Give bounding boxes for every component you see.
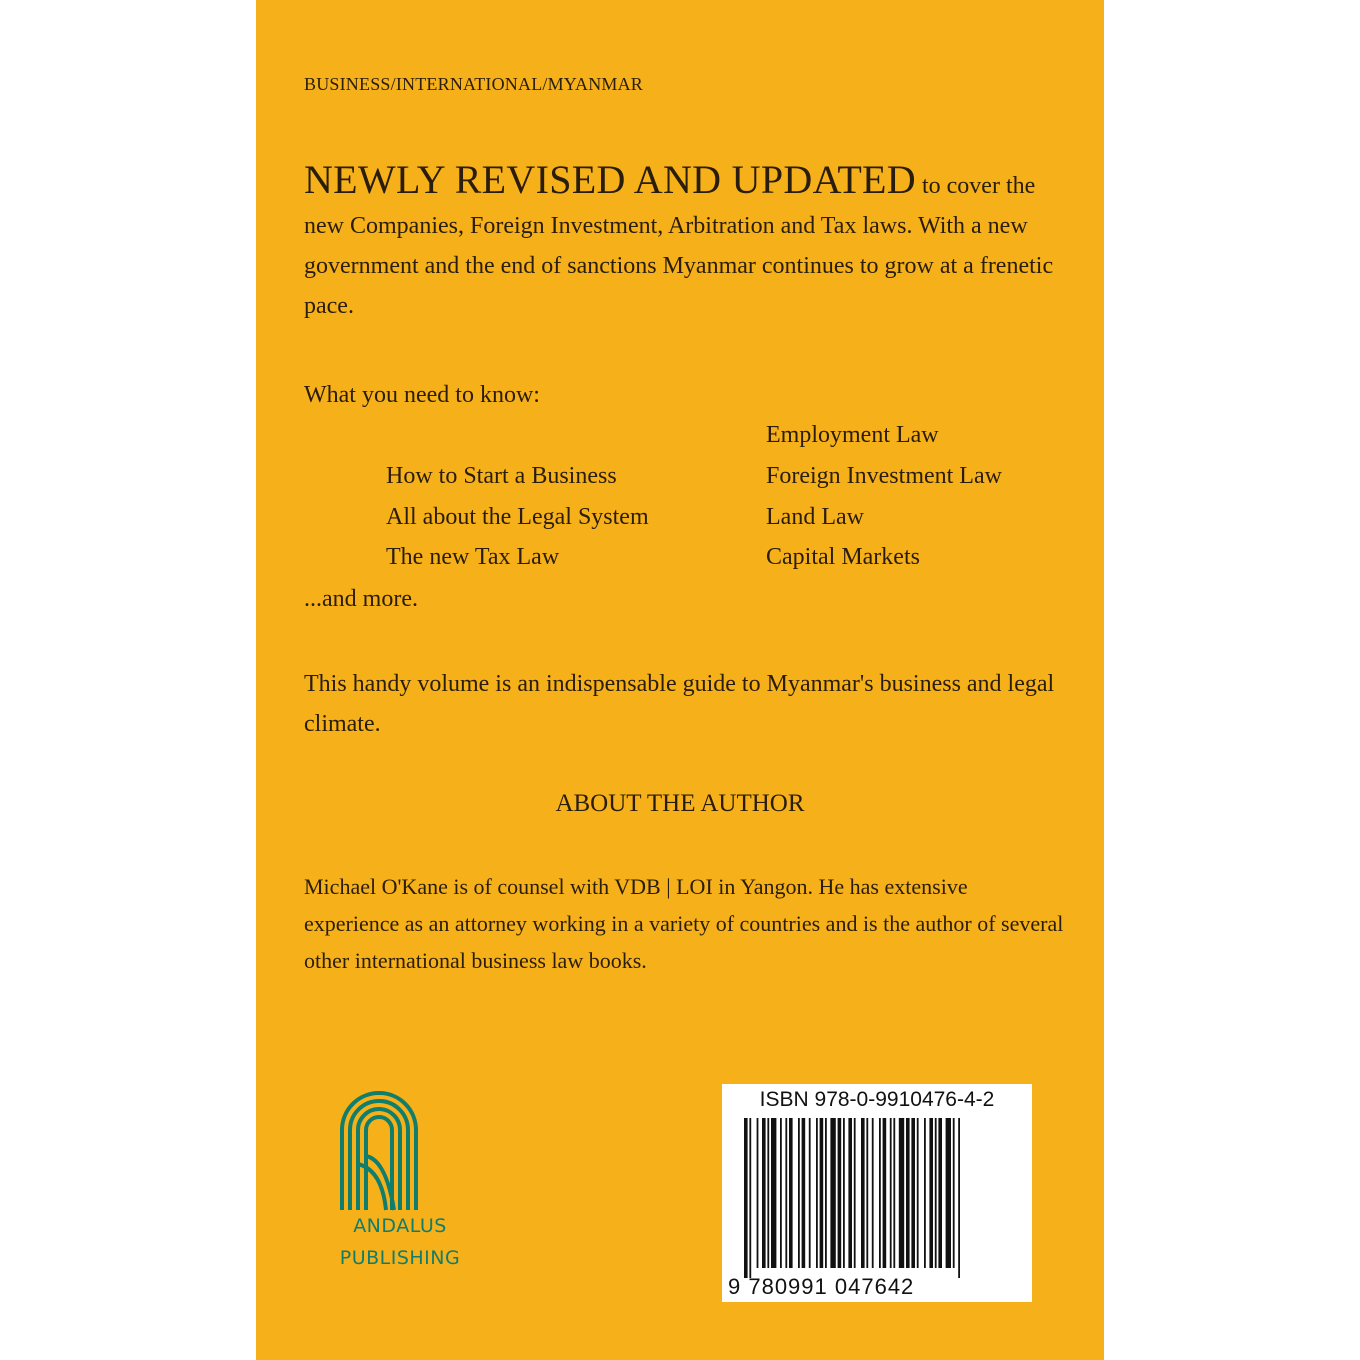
topic-right-item: Employment Law: [766, 422, 939, 448]
need-heading: What you need to know:: [304, 382, 540, 408]
ean-digits: 9 780991 047642: [728, 1274, 915, 1299]
topic-right-item: Capital Markets: [766, 544, 920, 570]
publisher-name-line2: PUBLISHING: [339, 1247, 461, 1269]
topic-left-item: The new Tax Law: [386, 544, 560, 570]
barcode-bars-icon: [744, 1118, 1010, 1278]
and-more-text: ...and more.: [304, 586, 418, 612]
topic-right-item: Foreign Investment Law: [766, 463, 1002, 489]
isbn-barcode: [722, 1084, 1032, 1302]
intro-headline: NEWLY REVISED AND UPDATED: [304, 157, 916, 202]
andalus-monogram-icon: [334, 1086, 474, 1217]
publisher-name: [320, 1210, 480, 1274]
summary-paragraph: This handy volume is an indispensable guide to Myanmar's business and legal climate.: [304, 671, 1055, 737]
publisher-name-line1: ANDALUS: [353, 1215, 447, 1237]
about-author-heading: ABOUT THE AUTHOR: [555, 790, 805, 817]
topic-left-item: How to Start a Business: [386, 463, 617, 489]
topic-right-item: Land Law: [766, 504, 864, 530]
topic-left-item: All about the Legal System: [386, 504, 649, 530]
isbn-label: ISBN 978-0-9910476-4-2: [759, 1088, 995, 1111]
category-label: BUSINESS/INTERNATIONAL/MYANMAR: [304, 74, 644, 94]
intro-text: to cover the new Companies, Foreign Investment, Arbitration and Tax laws. With a new government and the end of sanctions Myanmar continues to grow at a frenetic pace.: [304, 173, 1054, 319]
back-cover: [256, 0, 1104, 1360]
author-bio: Michael O'Kane is of counsel with VDB | LOI in Yangon. He has extensive experience as an attorney working in a variety of countries and is the author of several other international business law books.: [304, 874, 1064, 973]
intro-paragraph: [304, 157, 1074, 326]
